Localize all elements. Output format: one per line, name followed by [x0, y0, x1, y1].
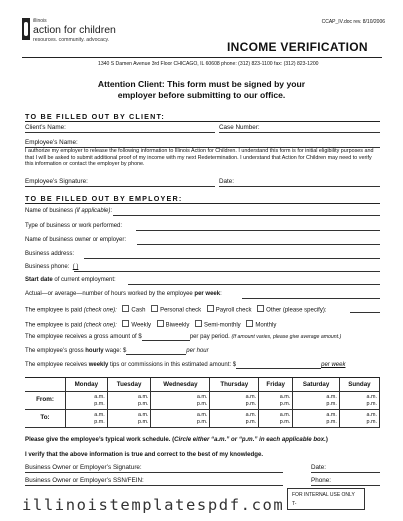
from-sunday-cell[interactable]	[339, 392, 379, 410]
logo-mark-icon	[22, 18, 30, 40]
paid-method-note: (check one):	[83, 307, 117, 314]
clients-name-field[interactable]	[25, 132, 215, 133]
business-name-label	[25, 208, 112, 214]
internal-use-label: FOR INTERNAL USE ONLY	[292, 492, 355, 498]
am-option[interactable]: a.m.	[94, 412, 105, 418]
cash-option: Cash	[131, 307, 146, 314]
work-type-label: Type of business or work performed:	[25, 223, 123, 229]
from-tuesday-cell[interactable]	[107, 392, 151, 410]
pm-option[interactable]: p.m.	[196, 418, 208, 425]
am-option[interactable]: a.m.	[279, 412, 291, 418]
org-tagline: resources. community. advocacy.	[33, 37, 110, 43]
owner-phone-field[interactable]	[311, 485, 380, 486]
form-title: INCOME VERIFICATION	[227, 40, 368, 54]
attention-line-1: Attention Client: This form must be signed by your	[97, 79, 306, 89]
employees-signature-field[interactable]	[25, 186, 215, 187]
payroll-check-option: Payroll check	[215, 307, 252, 314]
business-address-field[interactable]	[84, 258, 380, 259]
work-schedule-table	[25, 378, 380, 428]
am-option[interactable]: a.m.	[196, 412, 208, 418]
owner-date-label: Date:	[311, 464, 327, 471]
client-section-rule	[25, 121, 380, 122]
pm-option[interactable]: p.m.	[137, 418, 149, 425]
schedule-corner	[25, 378, 66, 392]
clients-name-label: Client’s Name:	[25, 124, 66, 131]
employees-name-label: Employee’s Name:	[25, 139, 78, 146]
gross-amount-field[interactable]	[142, 334, 190, 341]
day-tuesday: Tuesday	[107, 378, 151, 392]
form-id: CCAP_IV.doc rev. 8/10/2006	[321, 19, 385, 25]
gross-amount-note: (If amount varies, please give average amount.)	[231, 334, 342, 340]
payroll-check-checkbox[interactable]	[207, 305, 214, 312]
weekly-checkbox[interactable]	[122, 320, 129, 327]
day-thursday: Thursday	[210, 378, 259, 392]
tips-pre: The employee receives	[25, 362, 89, 368]
verification-statement: I verify that the above information is true and correct to the best of my knowledge.	[25, 451, 264, 458]
from-wednesday-cell[interactable]	[151, 392, 210, 410]
paid-frequency-label: The employee is paid	[25, 322, 83, 329]
tips-field[interactable]	[236, 362, 321, 369]
other-checkbox[interactable]	[257, 305, 264, 312]
from-label: From:	[25, 392, 66, 410]
am-option[interactable]: a.m.	[245, 394, 257, 400]
pm-option[interactable]: p.m.	[245, 418, 257, 425]
personal-check-option: Personal check	[160, 307, 202, 314]
gross-amount-mid: per pay period.	[189, 334, 230, 340]
owner-date-field[interactable]	[311, 472, 380, 473]
am-option[interactable]: a.m.	[366, 394, 377, 400]
schedule-note-post: )	[325, 436, 328, 443]
case-number-label: Case Number:	[219, 124, 260, 131]
employer-section-rule	[25, 203, 380, 204]
from-thursday-cell[interactable]	[210, 392, 259, 410]
hours-post: :	[220, 291, 222, 297]
semi-monthly-checkbox[interactable]	[195, 320, 202, 327]
schedule-to-row	[25, 410, 380, 428]
paid-method-label: The employee is paid	[25, 307, 83, 314]
attention-line-2: employer before submitting to our office.	[117, 89, 286, 100]
cash-checkbox[interactable]	[122, 305, 129, 312]
day-monday: Monday	[66, 378, 108, 392]
pm-option[interactable]: p.m.	[366, 418, 377, 425]
pm-option[interactable]: p.m.	[137, 400, 149, 407]
org-state: illinois	[33, 18, 47, 24]
day-wednesday: Wednesday	[151, 378, 210, 392]
other-option: Other (please specify):	[266, 307, 327, 314]
tips-mid: tips or commissions in this estimated amount: $	[108, 362, 237, 368]
if-applicable-note: (if applicable)	[74, 208, 111, 214]
hours-field[interactable]	[242, 298, 380, 299]
pm-option[interactable]: p.m.	[245, 400, 257, 407]
to-thursday-cell[interactable]	[210, 410, 259, 428]
internal-t-label: T-	[292, 501, 297, 507]
business-name-field[interactable]	[113, 215, 380, 216]
weekly-option: Weekly	[131, 322, 151, 329]
start-date-bold: Start date	[25, 277, 53, 283]
gross-amount-pre: The employee receives a gross amount of $	[25, 334, 142, 340]
hours-bold: per week	[194, 291, 221, 297]
owner-employer-label: Name of business owner or employer:	[25, 237, 127, 243]
office-address: 1340 S Damen Avenue 3rd Floor CHICAGO, IL 60608 phone: (312) 823-1100 fax: (312) 823-1200	[98, 61, 319, 67]
owner-ssn-label: Business Owner or Employer’s SSN/FEIN:	[25, 477, 144, 484]
business-phone-label	[25, 264, 78, 270]
internal-use-box	[287, 488, 365, 510]
schedule-note-italic: Circle either “a.m.” or “p.m.” in each applicable box.	[174, 436, 326, 443]
client-date-field[interactable]	[219, 186, 380, 187]
pm-option[interactable]: p.m.	[196, 400, 208, 407]
schedule-note-pre: Please give the employee’s typical work schedule. (	[25, 436, 175, 443]
biweekly-checkbox[interactable]	[157, 320, 164, 327]
tips-post: per week	[321, 362, 346, 368]
to-saturday-cell[interactable]	[293, 410, 340, 428]
tips-bold: weekly	[88, 362, 109, 368]
owner-signature-field[interactable]	[25, 472, 283, 473]
hourly-post: per hour	[186, 348, 209, 354]
paid-method-row	[25, 305, 327, 314]
schedule-from-row	[25, 392, 380, 410]
pm-option[interactable]: p.m.	[94, 418, 105, 425]
from-saturday-cell[interactable]	[293, 392, 340, 410]
pm-option[interactable]: p.m.	[326, 400, 337, 407]
pm-option[interactable]: p.m.	[279, 418, 291, 425]
business-name-colon: :	[110, 208, 113, 214]
hourly-mid: wage: $	[103, 348, 127, 354]
day-friday: Friday	[259, 378, 293, 392]
to-sunday-cell[interactable]	[339, 410, 379, 428]
pm-option[interactable]: p.m.	[326, 418, 337, 425]
day-sunday: Sunday	[339, 378, 379, 392]
owner-signature-label: Business Owner or Employer’s Signature:	[25, 464, 142, 471]
pm-option[interactable]: p.m.	[279, 400, 291, 407]
authorization-text: I authorize my employer to release the following information to Illinois Action for Children. I understand this form is for initial eligibility purposes and that I will be asked to submit additional proof of my income with my next Redetermination. I understand that Action for Children may need to verify this information or contact the employer by phone.	[25, 148, 374, 168]
pm-option[interactable]: p.m.	[366, 400, 377, 407]
hours-label	[25, 291, 222, 297]
work-type-field[interactable]	[136, 230, 380, 231]
business-phone-text: Business phone:	[25, 264, 70, 270]
other-specify-field[interactable]	[350, 312, 380, 313]
owner-ssn-field[interactable]	[25, 485, 283, 486]
paid-frequency-row	[25, 320, 276, 329]
am-option[interactable]: a.m.	[196, 394, 208, 400]
business-address-label: Business address:	[25, 251, 75, 257]
am-option[interactable]: a.m.	[279, 394, 291, 400]
am-option[interactable]: a.m.	[245, 412, 257, 418]
owner-phone-label: Phone:	[311, 477, 331, 484]
from-monday-cell[interactable]	[66, 392, 108, 410]
phone-area-code: ( )	[72, 264, 79, 270]
header-rule	[22, 57, 382, 58]
biweekly-option: Biweekly	[165, 322, 190, 329]
attention-notice	[0, 79, 403, 100]
personal-check-checkbox[interactable]	[151, 305, 158, 312]
client-section-heading: TO BE FILLED OUT BY CLIENT:	[25, 112, 165, 121]
employees-signature-label: Employee’s Signature:	[25, 178, 88, 185]
start-date-rest: of current employment:	[52, 277, 116, 283]
owner-employer-field[interactable]	[137, 244, 380, 245]
hourly-wage-row	[25, 348, 209, 355]
paid-frequency-note: (check one):	[83, 322, 117, 329]
to-label: To:	[25, 410, 66, 428]
hours-pre: Actual—or average—number of hours worked by the employee	[25, 291, 195, 297]
am-option[interactable]: a.m.	[326, 394, 337, 400]
gross-amount-row	[25, 334, 341, 341]
schedule-instructions	[25, 436, 328, 443]
am-option[interactable]: a.m.	[366, 412, 377, 418]
employer-section-heading: TO BE FILLED OUT BY EMPLOYER:	[25, 194, 183, 203]
am-option[interactable]: a.m.	[137, 412, 149, 418]
to-wednesday-cell[interactable]	[151, 410, 210, 428]
hourly-pre: The employee’s gross	[25, 348, 86, 354]
pm-option[interactable]: p.m.	[94, 400, 105, 407]
to-friday-cell[interactable]	[259, 410, 293, 428]
hourly-bold: hourly	[85, 348, 104, 354]
business-name-text: Name of business	[25, 208, 74, 214]
from-friday-cell[interactable]	[259, 392, 293, 410]
day-saturday: Saturday	[293, 378, 340, 392]
case-number-field[interactable]	[219, 132, 380, 133]
hourly-wage-field[interactable]	[126, 348, 186, 355]
monthly-option: Monthly	[255, 322, 277, 329]
am-option[interactable]: a.m.	[326, 412, 337, 418]
to-monday-cell[interactable]	[66, 410, 108, 428]
start-date-field[interactable]	[128, 284, 380, 285]
am-option[interactable]: a.m.	[137, 394, 149, 400]
org-name: action for children	[33, 24, 116, 36]
monthly-checkbox[interactable]	[246, 320, 253, 327]
business-phone-field[interactable]	[74, 271, 380, 272]
start-date-label	[25, 277, 116, 283]
semi-monthly-option: Semi-monthly	[204, 322, 241, 329]
client-date-label: Date:	[219, 178, 235, 185]
am-option[interactable]: a.m.	[94, 394, 105, 400]
to-tuesday-cell[interactable]	[107, 410, 151, 428]
watermark: illinoistemplatespdf.com	[22, 496, 285, 514]
tips-row	[25, 362, 345, 369]
